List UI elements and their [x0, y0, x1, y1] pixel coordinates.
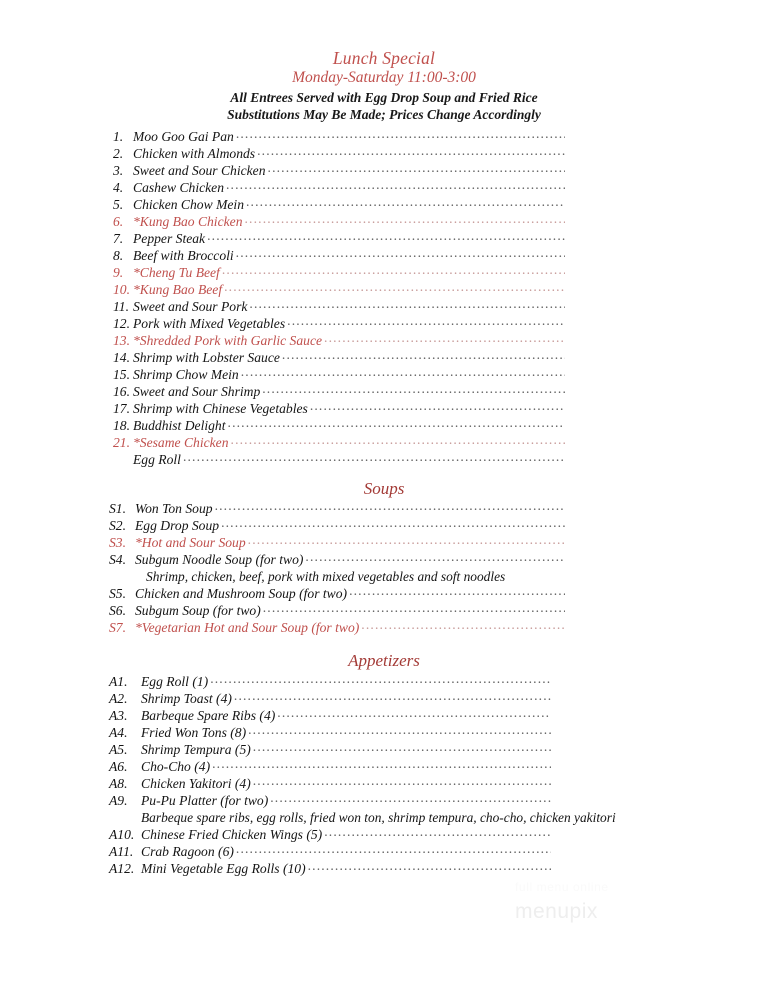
watermark-top-text: full menu online — [515, 880, 609, 894]
lunch-hours: Monday-Saturday 11:00-3:00 — [292, 69, 476, 86]
dot-leader — [246, 196, 565, 209]
section-header-soups: Soups — [363, 479, 405, 498]
dot-leader — [236, 128, 565, 141]
dot-leader — [207, 230, 565, 243]
soup-item — [109, 602, 565, 619]
section-header-appetizers: Appetizers — [348, 651, 420, 670]
item-name: Egg Roll (1) — [141, 674, 209, 689]
soup-item — [109, 619, 565, 636]
item-name: *Kung Bao Beef — [133, 282, 223, 297]
item-number: A3. — [109, 708, 128, 723]
item-number: 2. — [113, 146, 124, 161]
dot-leader — [253, 741, 551, 754]
dot-leader — [262, 383, 565, 396]
item-name: Barbeque Spare Ribs (4) — [141, 708, 276, 723]
lunch-special-item — [113, 366, 565, 383]
dot-leader — [226, 179, 565, 192]
dot-leader — [361, 619, 565, 632]
item-description: Shrimp, chicken, beef, pork with mixed vegetables and soft noodles — [146, 569, 506, 584]
dot-leader — [324, 332, 565, 345]
lunch-special-item — [113, 434, 565, 451]
item-number: 9. — [113, 265, 124, 280]
item-number: A1. — [109, 674, 128, 689]
appetizer-item — [109, 673, 551, 690]
lunch-special-item — [113, 162, 565, 179]
lunch-special-item — [113, 349, 565, 366]
entree-note: All Entrees Served with Egg Drop Soup and Fried Rice — [230, 90, 538, 105]
dot-leader — [221, 517, 565, 530]
appetizer-item — [109, 690, 551, 707]
item-name: Sweet and Sour Pork — [133, 299, 248, 314]
appetizer-item — [109, 860, 551, 877]
dot-leader — [234, 690, 551, 703]
item-name: Shrimp Tempura (5) — [141, 742, 251, 757]
appetizer-item — [109, 826, 551, 843]
lunch-special-item — [113, 281, 565, 298]
soup-item — [109, 500, 565, 517]
soup-item — [109, 534, 565, 551]
item-name: Crab Ragoon (6) — [141, 844, 234, 859]
soups-list — [109, 500, 565, 636]
lunch-special-item — [113, 383, 565, 400]
item-number: 21. — [113, 435, 130, 450]
item-number: 11. — [113, 299, 129, 314]
lunch-special-item — [113, 264, 565, 281]
item-number: S5. — [109, 586, 126, 601]
item-number: 5. — [113, 197, 124, 212]
dot-leader — [349, 585, 565, 598]
item-number: 13. — [113, 333, 130, 348]
item-number: A8. — [109, 776, 128, 791]
lunch-special-item — [113, 213, 565, 230]
item-name: Buddhist Delight — [133, 418, 226, 433]
dot-leader — [263, 602, 565, 615]
dot-leader — [308, 860, 551, 873]
item-number: S4. — [109, 552, 126, 567]
item-number: 6. — [113, 214, 124, 229]
item-number: A6. — [109, 759, 128, 774]
dot-leader — [249, 298, 565, 311]
item-name: Chicken with Almonds — [133, 146, 256, 161]
item-number: S1. — [109, 501, 126, 516]
item-number: 18. — [113, 418, 130, 433]
dot-leader — [222, 264, 565, 277]
lunch-special-item — [113, 400, 565, 417]
lunch-special-item — [113, 179, 565, 196]
item-name: Moo Goo Gai Pan — [133, 129, 234, 144]
dot-leader — [310, 400, 565, 413]
item-name: *Shredded Pork with Garlic Sauce — [133, 333, 323, 348]
lunch-special-item — [113, 128, 565, 145]
item-number: 7. — [113, 231, 124, 246]
watermark — [515, 880, 715, 924]
item-number: 10. — [113, 282, 130, 297]
item-number: 15. — [113, 367, 130, 382]
item-number: S7. — [109, 620, 126, 635]
item-name: Chicken Yakitori (4) — [141, 776, 251, 791]
dot-leader — [215, 500, 565, 513]
item-name: *Cheng Tu Beef — [133, 265, 220, 280]
lunch-special-item — [113, 196, 565, 213]
dot-leader — [245, 213, 566, 226]
item-name: Beef with Broccoli — [133, 248, 234, 263]
item-number: A12. — [109, 861, 135, 876]
dot-leader — [183, 451, 565, 464]
soup-item — [109, 517, 565, 534]
appetizer-item — [109, 758, 551, 775]
lunch-special-item — [113, 451, 565, 468]
dot-leader — [253, 775, 551, 788]
lunch-special-item — [113, 247, 565, 264]
soup-item — [109, 551, 565, 568]
item-name: Subgum Soup (for two) — [135, 603, 261, 618]
lunch-special-item — [113, 145, 565, 162]
item-name: Shrimp Chow Mein — [133, 367, 239, 382]
lunch-special-item — [113, 298, 565, 315]
dot-leader — [224, 281, 565, 294]
item-number: 4. — [113, 180, 124, 195]
page-title: Lunch Special — [332, 48, 436, 68]
item-name: *Hot and Sour Soup — [135, 535, 246, 550]
appetizer-item — [109, 707, 551, 724]
item-number: S6. — [109, 603, 126, 618]
soup-item — [109, 585, 565, 602]
item-number: A4. — [109, 725, 128, 740]
item-number: 12. — [113, 316, 130, 331]
lunch-special-item — [113, 332, 565, 349]
item-name: *Kung Bao Chicken — [133, 214, 243, 229]
appetizer-item — [109, 741, 551, 758]
lunch-special-item — [113, 315, 565, 332]
item-name: Cashew Chicken — [133, 180, 224, 195]
item-name: Fried Won Tons (8) — [141, 725, 247, 740]
item-name: *Sesame Chicken — [133, 435, 229, 450]
lunch-special-item — [113, 417, 565, 434]
dot-leader — [270, 792, 551, 805]
appetizer-item — [109, 792, 551, 809]
substitution-note: Substitutions May Be Made; Prices Change Accordingly — [227, 107, 541, 122]
dot-leader — [212, 758, 551, 771]
item-name: *Vegetarian Hot and Sour Soup (for two) — [135, 620, 360, 635]
item-number: 17. — [113, 401, 130, 416]
item-number: A10. — [109, 827, 135, 842]
item-name: Chicken Chow Mein — [133, 197, 244, 212]
lunch-special-list — [113, 128, 565, 468]
item-number: A11. — [109, 844, 134, 859]
item-name: Egg Roll — [133, 452, 181, 467]
dot-leader — [236, 247, 565, 260]
item-name: Subgum Noodle Soup (for two) — [135, 552, 304, 567]
item-number: S3. — [109, 535, 126, 550]
item-number: 16. — [113, 384, 130, 399]
dot-leader — [277, 707, 551, 720]
item-number: 14. — [113, 350, 130, 365]
dot-leader — [282, 349, 565, 362]
item-number: S2. — [109, 518, 126, 533]
item-name: Sweet and Sour Shrimp — [133, 384, 261, 399]
item-name: Shrimp Toast (4) — [141, 691, 232, 706]
item-name: Mini Vegetable Egg Rolls (10) — [141, 861, 306, 876]
item-number: 1. — [113, 129, 124, 144]
dot-leader — [287, 315, 565, 328]
item-number: 8. — [113, 248, 124, 263]
dot-leader — [257, 145, 565, 158]
item-name: Pu-Pu Platter (for two) — [141, 793, 269, 808]
dot-leader — [324, 826, 551, 839]
appetizer-item — [109, 724, 551, 741]
item-number: 3. — [113, 163, 124, 178]
item-name: Egg Drop Soup — [135, 518, 220, 533]
dot-leader — [305, 551, 565, 564]
lunch-special-item — [113, 230, 565, 247]
dot-leader — [228, 417, 565, 430]
item-name: Pepper Steak — [133, 231, 206, 246]
appetizer-item — [109, 775, 551, 792]
item-name: Chinese Fried Chicken Wings (5) — [141, 827, 323, 842]
item-description: Barbeque spare ribs, egg rolls, fried won ton, shrimp tempura, cho-cho, chicken yakitori — [141, 810, 616, 825]
dot-leader — [268, 162, 565, 175]
dot-leader — [236, 843, 551, 856]
item-name: Chicken and Mushroom Soup (for two) — [135, 586, 348, 601]
dot-leader — [241, 366, 565, 379]
appetizers-list — [109, 673, 616, 877]
item-name: Sweet and Sour Chicken — [133, 163, 266, 178]
watermark-brand: menupix — [515, 900, 598, 923]
menu-header — [0, 0, 768, 124]
item-number: A2. — [109, 691, 128, 706]
dot-leader — [248, 724, 551, 737]
item-name: Won Ton Soup — [135, 501, 213, 516]
dot-leader — [231, 434, 565, 447]
item-name: Cho-Cho (4) — [141, 759, 211, 774]
dot-leader — [248, 534, 565, 547]
item-name: Shrimp with Chinese Vegetables — [133, 401, 308, 416]
item-number: A9. — [109, 793, 128, 808]
item-name: Pork with Mixed Vegetables — [133, 316, 286, 331]
dot-leader — [210, 673, 551, 686]
item-number: A5. — [109, 742, 128, 757]
item-name: Shrimp with Lobster Sauce — [133, 350, 280, 365]
appetizer-item — [109, 843, 551, 860]
